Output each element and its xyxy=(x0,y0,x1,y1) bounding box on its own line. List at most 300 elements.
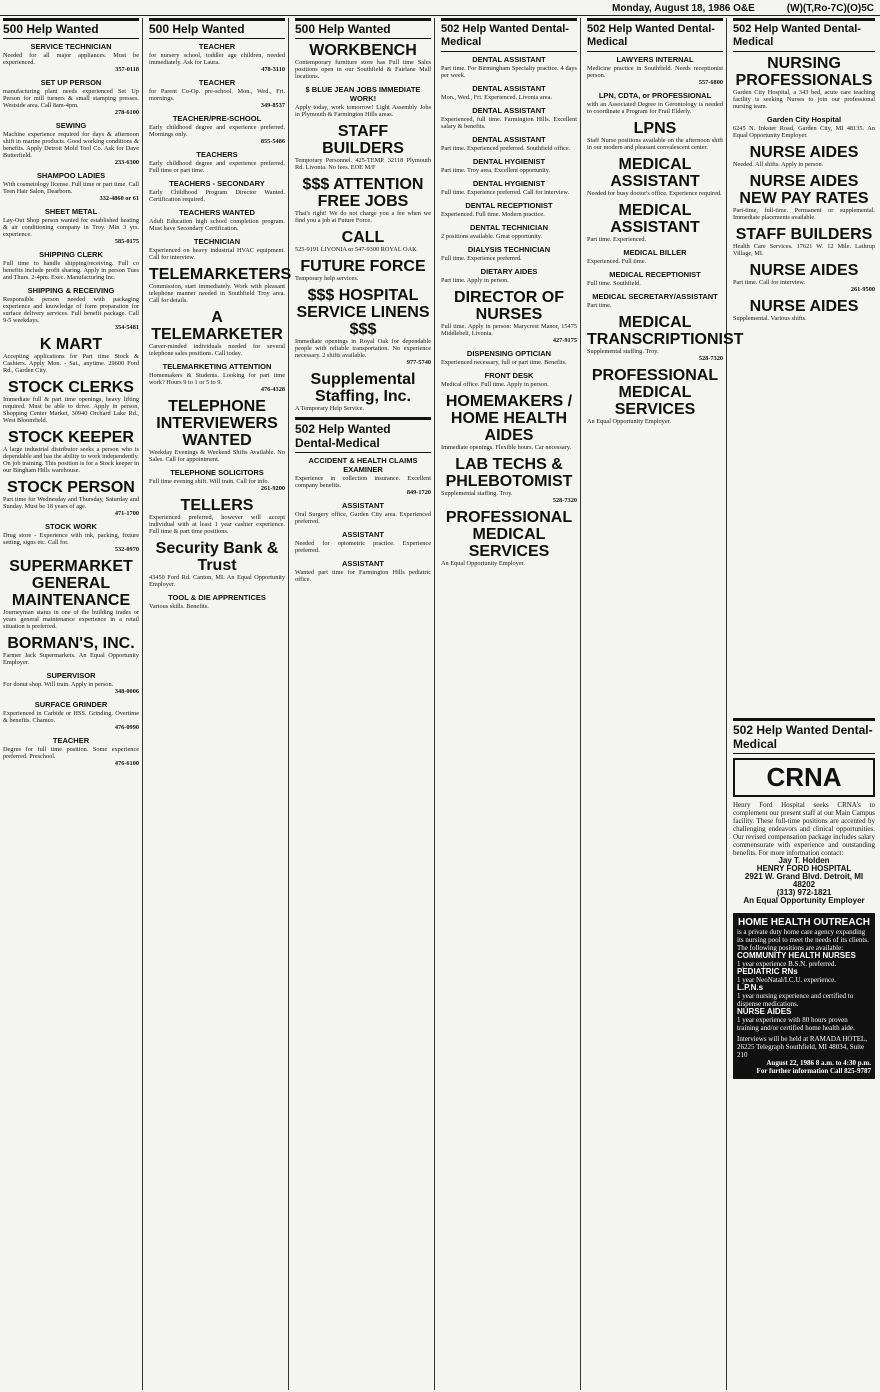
classified-ad xyxy=(3,700,139,731)
ad-body: Adult Education high school completion program. Must have Secondary Certification. xyxy=(149,218,285,232)
ad-list xyxy=(3,42,139,767)
classified-ad xyxy=(3,558,139,630)
ad-body: with an Associated Degree in Gerontology is needed to coordinate a Program for Frail Elderly. xyxy=(587,101,723,115)
ad-body: Part time. Experienced. xyxy=(587,236,647,243)
classified-ad xyxy=(441,223,577,240)
ad-title: LAB TECHS & PHLEBOTOMIST xyxy=(445,456,573,490)
classified-ad xyxy=(587,367,723,425)
ad-title: FUTURE FORCE xyxy=(300,258,426,275)
ad-title: K MART xyxy=(39,336,103,353)
ad-title: LPNS xyxy=(633,120,677,137)
classified-ad xyxy=(587,292,723,309)
ad-title: TEACHER xyxy=(198,42,236,51)
classified-ad xyxy=(149,150,285,174)
ad-body: Temporary help services. xyxy=(295,275,359,282)
ad-body: Career-minded individuals needed for several telephone sales positions. Call today. xyxy=(149,343,285,357)
ad-title: MEDICAL BILLER xyxy=(623,248,687,257)
hho-title: HOME HEALTH OUTREACH xyxy=(737,917,871,928)
ad-body: That's right! We do not charge you a fee when we find you a job at Future Force. xyxy=(295,210,431,224)
ad-body: Part time. Call for interview. xyxy=(733,279,805,286)
ad-body: Full time to handle shipping/receiving. Full co benefits include profit sharing. Apply in person Tues and Thurs. 2-4pm. Exec. Manufacturing Inc. xyxy=(3,260,139,281)
ad-body: for Parent Co-Op. pre-school. Mon., Wed., Fri. mornings. xyxy=(149,88,285,102)
ad-body: Immediate openings. Flexible hours. Car necessary. xyxy=(441,444,572,451)
ad-title: STOCK WORK xyxy=(45,522,97,531)
ad-body: 2 positions available. Great opportunity. xyxy=(441,233,543,240)
section-heading: 502 Help Wanted Dental-Medical xyxy=(733,718,875,754)
ad-body: Medical office. Full time. Apply in person. xyxy=(441,381,549,388)
ad-body: Full time evening shift. Will train. Call for info. xyxy=(149,478,270,485)
ad-body: With cosmetology license. Full time or part time. Call Teen Hair Salon, Dearborn. xyxy=(3,181,139,195)
column-2 xyxy=(146,18,292,1390)
ad-body: Full time. Experience preferred. Call for interview. xyxy=(441,189,570,196)
ad-title: TEACHERS - SECONDARY xyxy=(169,179,265,188)
classified-ad xyxy=(149,593,285,610)
ad-title: $ BLUE JEAN JOBS IMMEDIATE WORK! xyxy=(305,85,421,103)
home-health-outreach-ad xyxy=(733,913,875,1079)
ad-title: ACCIDENT & HEALTH CLAIMS EXAMINER xyxy=(308,456,418,474)
classified-ad xyxy=(149,78,285,109)
ad-body: Accepting applications for Part time Stock & Cashiers. Apply Mon. - Sat., anytime. 29600 Ford Rd., Garden City. xyxy=(3,353,139,374)
ad-title: LPN, CDTA, or PROFESSIONAL xyxy=(598,91,712,100)
ad-phone: 471-1700 xyxy=(114,510,139,517)
crna-body xyxy=(733,801,875,905)
classified-ad xyxy=(441,55,577,79)
classified-ad xyxy=(295,258,431,282)
ad-phone: 332-4860 or 61 xyxy=(99,195,139,202)
ad-phone: 357-0118 xyxy=(115,66,139,73)
classified-ad xyxy=(295,371,431,412)
ad-title: NURSE AIDES xyxy=(749,262,859,279)
ad-body: Staff Nurse positions available on the afternoon shift in our modern and pleasant convalescent center. xyxy=(587,137,723,151)
ad-body: Part time. For Birmingham Specialty practice. 4 days per week. xyxy=(441,65,577,79)
classified-ad xyxy=(733,226,875,257)
ad-phone: 278-6100 xyxy=(114,109,139,116)
ad-body: Temporary Personnel. 425-TEMP. 32118 Plymouth Rd. Livonia. No fees. EOE M/F xyxy=(295,157,431,171)
classified-ad xyxy=(295,85,431,118)
classified-ad xyxy=(733,262,875,293)
ad-title: TECHNICIAN xyxy=(193,237,241,246)
ad-body: Farmer Jack Supermarkets. An Equal Opportunity Employer. xyxy=(3,652,139,666)
ad-phone: 476-0990 xyxy=(114,724,139,731)
classified-ad xyxy=(3,336,139,374)
classified-ad xyxy=(295,229,431,253)
ad-body: Early Childhood Program Director Wanted. Certification required. xyxy=(149,189,285,203)
classified-ad xyxy=(295,559,431,583)
column-4 xyxy=(438,18,581,1390)
ad-body: Garden City Hospital, a 343 bed, acute care teaching facility is seeking Nurses to join our professional nursing team. xyxy=(733,89,875,110)
classified-ad xyxy=(149,266,292,304)
ad-title: LAWYERS INTERNAL xyxy=(616,55,694,64)
classified-ad xyxy=(149,114,285,145)
hho-line4b: 1 year experience with 80 hours proven training and/or certified home health aide. xyxy=(737,1016,855,1032)
classified-ad xyxy=(587,248,723,265)
ad-title: FRONT DESK xyxy=(484,371,534,380)
ad-title: DIETARY AIDES xyxy=(480,267,538,276)
ad-body: Journeyman status in one of the building trades or years general maintenance experience in a retail situation is preferred. xyxy=(3,609,139,630)
ad-list xyxy=(441,55,577,567)
section-heading: 500 Help Wanted xyxy=(3,18,139,39)
ad-list xyxy=(587,55,744,425)
classified-ad xyxy=(441,84,577,101)
classified-ad xyxy=(441,371,577,388)
hho-line3b: 1 year nursing experience and certified to dispense medications. xyxy=(737,992,854,1008)
ad-title: DISPENSING OPTICIAN xyxy=(466,349,552,358)
ad-body: Contemporary furniture store has Full time Sales positions open in our Southfield & Fairlane Mall locations. xyxy=(295,59,431,80)
section-heading: 502 Help Wanted Dental-Medical xyxy=(733,18,875,52)
section-heading: 502 Help Wanted Dental-Medical xyxy=(587,18,723,52)
classified-ad xyxy=(3,379,139,424)
hho-line4: NURSE AIDES xyxy=(737,1007,792,1016)
classified-ad xyxy=(295,501,431,525)
classified-ad xyxy=(149,540,285,588)
column-5 xyxy=(584,18,744,1390)
classified-ad xyxy=(3,207,139,245)
hho-line1b: 1 year experience B.S.N. preferred. xyxy=(737,960,837,968)
ad-title: CALL xyxy=(341,229,385,246)
ad-title: DIALYSIS TECHNICIAN xyxy=(467,245,551,254)
classified-ad xyxy=(149,179,285,203)
ad-body: 43450 Ford Rd. Canton, MI. An Equal Opportunity Employer. xyxy=(149,574,285,588)
ad-body: Needed for all major appliances. Must be experienced. xyxy=(3,52,139,66)
classified-ad xyxy=(149,237,285,261)
ad-title: DENTAL HYGIENIST xyxy=(472,179,546,188)
ad-title: TEACHER/PRE-SCHOOL xyxy=(172,114,262,123)
classified-ad xyxy=(3,429,139,474)
ad-title: NURSE AIDES xyxy=(749,144,859,161)
ad-body: Weekday Evenings & Weekend Shifts Available. No Sales. Call for appointment. xyxy=(149,449,285,463)
section-heading: 502 Help Wanted Dental-Medical xyxy=(441,18,577,52)
page-header xyxy=(0,0,880,16)
ad-phone: 261-9200 xyxy=(260,485,285,492)
ad-body: Drug store - Experience with ink, packing, fixture setting, signs etc. Call for. xyxy=(3,532,139,546)
ad-title: MEDICAL ASSISTANT xyxy=(610,202,700,236)
hho-line2b: 1 year NeoNatal/I.C.U. experience. xyxy=(737,976,836,984)
classified-ad xyxy=(441,201,577,218)
ad-title: SEWING xyxy=(55,121,87,130)
classified-ad xyxy=(149,362,285,393)
ad-body: Full time. Southfield. xyxy=(587,280,641,287)
ad-list xyxy=(149,42,292,610)
hho-callfor: For further information Call 825-9787 xyxy=(756,1067,871,1075)
ad-body: Machine experience required for days & afternoon shift in marine products. Good working conditions & benefits. Apply Detroit Mold Tool Co. Ask for Dave Butterfield. xyxy=(3,131,139,159)
classified-ad xyxy=(295,42,431,80)
section-subheading: 502 Help Wanted Dental-Medical xyxy=(295,417,431,453)
ad-list xyxy=(295,42,431,412)
ad-body: An Equal Opportunity Employer. xyxy=(587,418,671,425)
crna-text: Henry Ford Hospital seeks CRNA's to complement our present staff at our Main Campus facility. These full-time positions are accented by challenging endeavors and clinical opportunities. Our revised compensation package includes salary commensurate with experience and outstanding benefits. For more information contact: xyxy=(733,801,875,857)
ad-body: Experienced, full time. Farmington Hills. Excellent salary & benefits. xyxy=(441,116,577,130)
ad-body: An Equal Opportunity Employer. xyxy=(441,560,525,567)
ad-title: STOCK KEEPER xyxy=(8,429,134,446)
ad-body: Experienced on heavy industrial HVAC equipment. Call for interview. xyxy=(149,247,285,261)
classified-ad xyxy=(587,156,723,197)
ad-title: STAFF BUILDERS xyxy=(735,226,873,243)
classified-ad xyxy=(149,398,285,463)
ad-body: Full time. Experience preferred. xyxy=(441,255,522,262)
ad-phone: 532-0970 xyxy=(114,546,139,553)
ad-body: Commission, start immediately. Work with pleasant telephone manner needed in Southfield Troy area. Call for details. xyxy=(149,283,285,304)
ad-body: Experienced in Carbide or HSS. Grinding. Overtime & benefits. Chamco. xyxy=(3,710,139,724)
crna-address: 2921 W. Grand Blvd. Detroit, MI 48202 xyxy=(744,872,864,889)
classified-ad xyxy=(441,135,577,152)
ad-phone: 476-6100 xyxy=(114,760,139,767)
ad-title: SHEET METAL xyxy=(44,207,98,216)
classified-ad xyxy=(3,121,139,166)
ad-body: Health Care Services. 17621 W. 12 Mile. Lathrup Village, MI. xyxy=(733,243,875,257)
ad-title: MEDICAL TRANSCRIPTIONIST xyxy=(587,314,744,348)
ad-title: TEACHER xyxy=(52,736,90,745)
ad-phone: 348-0006 xyxy=(114,688,139,695)
classified-ad xyxy=(441,179,577,196)
ad-title: SHAMPOO LADIES xyxy=(36,171,106,180)
classified-ad xyxy=(441,245,577,262)
classified-ad xyxy=(587,314,744,362)
ad-phone: 855-5486 xyxy=(260,138,285,145)
crna-title: CRNA xyxy=(733,758,875,797)
ad-body: manufacturing plant needs experienced Set Up Person for mill turners & small stamping presses. Westside area. Call 8am-4pm. xyxy=(3,88,139,109)
crna-ad-block xyxy=(730,718,878,1390)
ad-title: DENTAL ASSISTANT xyxy=(472,55,546,64)
ad-body: Mon., Wed., Fri. Experienced. Livonia area. xyxy=(441,94,552,101)
classified-ad xyxy=(733,298,875,322)
classified-ad xyxy=(441,349,577,366)
ad-title: SERVICE TECHNICIAN xyxy=(30,42,112,51)
classified-ad xyxy=(149,208,285,232)
ad-body: Experienced preferred, however will accept individual with at least 1 year cashier experience. Full time & part time positions. xyxy=(149,514,285,535)
classified-ad xyxy=(587,91,723,115)
ad-body: Immediate openings in Royal Oak for dependable people with reliable transportation. No experience necessary. 2 shifts available. xyxy=(295,338,431,359)
ad-body: Part time. Troy area. Excellent opportunity. xyxy=(441,167,551,174)
ad-title: ASSISTANT xyxy=(342,501,384,510)
ad-title: PROFESSIONAL MEDICAL SERVICES xyxy=(445,509,573,560)
ad-title: HOMEMAKERS / HOME HEALTH AIDES xyxy=(445,393,573,444)
column-3 xyxy=(292,18,435,1390)
ad-body: Part time for Wednesday and Thursday, Saturday and Sunday. Must be 18 years of age. xyxy=(3,496,139,510)
hho-line3: L.P.N.s xyxy=(737,983,764,992)
ad-body: Wanted part time for Farmington Hills pediatric office. xyxy=(295,569,431,583)
classified-ad xyxy=(733,55,875,110)
ad-phone: 557-6800 xyxy=(698,79,723,86)
ad-title: DENTAL HYGIENIST xyxy=(472,157,546,166)
classified-ad xyxy=(295,456,431,496)
ad-body: Early childhood degree and experience preferred. Full time or part time. xyxy=(149,160,285,174)
ad-body: A Temporary Help Service. xyxy=(295,405,365,412)
ad-title: $$$ HOSPITAL SERVICE LINENS $$$ xyxy=(296,287,430,338)
ad-title: Garden City Hospital xyxy=(766,115,842,124)
hho-line5: Interviews will be held at RAMADA HOTEL, 26225 Telegraph Southfield, MI 48034, Suite 210 xyxy=(737,1035,868,1059)
ad-list xyxy=(295,456,431,583)
hho-line2: PEDIATRIC RNs xyxy=(737,967,798,976)
classified-ad xyxy=(733,115,875,139)
ad-title: Security Bank & Trust xyxy=(155,540,279,574)
ad-title: NURSE AIDES NEW PAY RATES xyxy=(739,173,869,207)
ad-title: DENTAL TECHNICIAN xyxy=(469,223,549,232)
ad-phone: 354-5481 xyxy=(114,324,139,331)
ad-title: $$$ ATTENTION FREE JOBS xyxy=(302,176,424,210)
classified-ad xyxy=(149,468,285,492)
column-6 xyxy=(730,18,878,718)
classified-ad xyxy=(3,78,139,116)
ad-list xyxy=(733,55,875,322)
ad-title: BORMAN'S, INC. xyxy=(7,635,135,652)
classified-ad xyxy=(441,509,577,567)
ad-body: Part time. xyxy=(587,302,612,309)
ad-title: TEACHERS WANTED xyxy=(179,208,255,217)
page-code: (W)(T,Ro-7C)(O)5C xyxy=(786,3,874,14)
ad-body: Full time. Apply in person: Marycrest Manor, 15475 Middlebelt, Livonia. xyxy=(441,323,577,337)
ad-body: Homemakers & Students. Looking for part time work? Hours 9 to 1 or 5 to 9. xyxy=(149,372,285,386)
ad-phone: 977-5740 xyxy=(406,359,431,366)
classified-ad xyxy=(3,286,139,331)
ad-phone: 478-3110 xyxy=(261,66,285,73)
ad-title: STAFF BUILDERS xyxy=(322,123,404,157)
ad-phone: 261-9500 xyxy=(850,286,875,293)
ad-phone: 427-9175 xyxy=(552,337,577,344)
ad-body: Lay-Out Shop person wanted for established heating & air conditioning company in Troy. Min 3 yrs. experience. xyxy=(3,217,139,238)
crna-contact: Jay T. Holden xyxy=(778,856,830,865)
ad-body: Oral Surgery office, Garden City area. Experienced preferred. xyxy=(295,511,431,525)
hho-intro: is a private duty home care agency expanding its nursing pool to meet the needs of its clients. The following positions are available: xyxy=(737,928,869,952)
ad-body: Medicine practice in Southfield. Needs receptionist person. xyxy=(587,65,723,79)
classified-ad xyxy=(587,120,723,151)
page-date: Monday, August 18, 1986 O&E xyxy=(612,3,755,14)
ad-title: MEDICAL RECEPTIONIST xyxy=(609,270,701,279)
classified-ad xyxy=(441,267,577,284)
classified-ad xyxy=(441,289,577,344)
ad-title: TELEPHONE INTERVIEWERS WANTED xyxy=(156,398,278,449)
ad-body: Needed for optometric practice. Experience preferred. xyxy=(295,540,431,554)
ad-title: TEACHERS xyxy=(196,150,238,159)
hho-dates: August 22, 1986 8 a.m. to 4:30 p.m. xyxy=(766,1059,871,1067)
classified-ad xyxy=(3,522,139,553)
classified-ad xyxy=(587,202,723,243)
classified-ad xyxy=(3,42,139,73)
ad-body: 6245 N. Inkster Road, Garden City, MI 48135. An Equal Opportunity Employer. xyxy=(733,125,875,139)
ad-title: TELLERS xyxy=(180,497,254,514)
ad-phone: 528-7320 xyxy=(552,497,577,504)
ad-body: Supplemental staffing. Troy. xyxy=(441,490,513,497)
ad-phone: 349-8537 xyxy=(260,102,285,109)
ad-body: A large industrial distributor seeks a person who is dependable and has the ability to work independently. On job training. This position is for a Stock keeper in our Bingham Hills warehouse. xyxy=(3,446,139,474)
ad-phone: 849-1720 xyxy=(406,489,431,496)
classified-ad xyxy=(3,479,139,517)
ad-phone: 233-6300 xyxy=(114,159,139,166)
section-heading: 500 Help Wanted xyxy=(295,18,431,39)
crna-eoe: An Equal Opportunity Employer xyxy=(743,896,865,905)
ad-body: Part time. Apply in person. xyxy=(441,277,509,284)
classified-ad xyxy=(441,157,577,174)
section-heading: 500 Help Wanted xyxy=(149,18,285,39)
ad-title: ASSISTANT xyxy=(342,559,384,568)
ad-title: TELEMARKETING ATTENTION xyxy=(162,362,272,371)
classified-ad xyxy=(295,287,431,366)
classified-ad xyxy=(295,123,431,171)
ad-body: Apply today, work tomorrow! Light Assembly Jobs in Plymouth & Farmington Hills areas. xyxy=(295,104,431,118)
classified-ad xyxy=(3,171,139,202)
classified-ad xyxy=(587,270,723,287)
ad-title: SUPERVISOR xyxy=(46,671,96,680)
column-1 xyxy=(0,18,143,1390)
ad-title: A TELEMARKETER xyxy=(151,309,283,343)
classified-ad xyxy=(295,176,431,224)
classified-ad xyxy=(733,144,875,168)
ad-title: DENTAL RECEPTIONIST xyxy=(465,201,553,210)
ad-body: Experienced necessary, full or part time. Benefits. xyxy=(441,359,567,366)
ad-title: PROFESSIONAL MEDICAL SERVICES xyxy=(591,367,719,418)
ad-body: Early childhood degree and experience preferred. Mornings only. xyxy=(149,124,285,138)
ad-title: TELEMARKETERS xyxy=(149,266,292,283)
ad-title: SHIPPING & RECEIVING xyxy=(27,286,115,295)
ad-title: STOCK PERSON xyxy=(7,479,135,496)
ad-title: Supplemental Staffing, Inc. xyxy=(310,371,416,405)
classified-ad xyxy=(3,250,139,281)
ad-body: Degree for full time position. Some experience preferred. Preschool. xyxy=(3,746,139,760)
ad-title: TELEPHONE SOLICITORS xyxy=(170,468,264,477)
ad-title: SHIPPING CLERK xyxy=(39,250,103,259)
ad-body: Supplemental. Various shifts. xyxy=(733,315,807,322)
classified-ad xyxy=(3,635,139,666)
ad-title: MEDICAL ASSISTANT xyxy=(610,156,700,190)
ad-body: Part-time, full-time. Permanent or supplemental. Immediate placements available. xyxy=(733,207,875,221)
ad-title: ASSISTANT xyxy=(342,530,384,539)
classified-ad xyxy=(441,393,577,451)
ad-body: Immediate full & part time openings, heavy lifting required. Must be able to drive. Apply in person, Shopping Center Market, 30940 Orchard Lake Rd., West Bloomfield. xyxy=(3,396,139,424)
ad-body: Needed for busy doctor's office. Experience required. xyxy=(587,190,722,197)
ad-phone: 585-0175 xyxy=(114,238,139,245)
classified-ad xyxy=(149,309,285,357)
ad-body: Part time. Experienced preferred. Southfield office. xyxy=(441,145,571,152)
ad-title: TOOL & DIE APPRENTICES xyxy=(168,593,266,602)
classified-ad xyxy=(733,173,875,221)
classified-ad xyxy=(587,55,723,86)
classified-ad xyxy=(149,497,285,535)
crna-org: HENRY FORD HOSPITAL xyxy=(756,864,852,873)
ad-title: MEDICAL SECRETARY/ASSISTANT xyxy=(592,292,718,301)
classified-ad xyxy=(3,736,139,767)
ad-title: NURSE AIDES xyxy=(749,298,859,315)
ad-title: DENTAL ASSISTANT xyxy=(472,106,546,115)
ad-body: Experience in collection insurance. Excellent company benefits. xyxy=(295,475,431,489)
ad-body: Experienced. Full time. Modern practice. xyxy=(441,211,545,218)
ad-body: 525-9191 LIVONIA or 547-9300 ROYAL OAK xyxy=(295,246,417,253)
ad-phone: 476-4328 xyxy=(260,386,285,393)
classified-ad xyxy=(441,456,577,504)
ad-body: For donut shop. Will train. Apply in person. xyxy=(3,681,114,688)
ad-title: DENTAL ASSISTANT xyxy=(472,135,546,144)
ad-title: TEACHER xyxy=(198,78,236,87)
ad-phone: 528-7320 xyxy=(698,355,723,362)
hho-line1: COMMUNITY HEALTH NURSES xyxy=(737,951,856,960)
classified-ad xyxy=(295,530,431,554)
ad-body: for nursery school, toddler age children, needed immediately. Ask for Laura. xyxy=(149,52,285,66)
ad-title: WORKBENCH xyxy=(309,42,417,59)
ad-title: STOCK CLERKS xyxy=(8,379,134,396)
ad-title: DENTAL ASSISTANT xyxy=(472,84,546,93)
ad-title: NURSING PROFESSIONALS xyxy=(735,55,873,89)
ad-body: Experienced. Full time. xyxy=(587,258,647,265)
ad-body: Responsible person needed with packaging experience and knowledge of form preparation for surface delivery services. Full benefit package. Call 9-5 weekdays. xyxy=(3,296,139,324)
ad-body: Needed. All shifts. Apply in person. xyxy=(733,161,824,168)
ad-title: SURFACE GRINDER xyxy=(34,700,108,709)
classified-ad xyxy=(441,106,577,130)
ad-title: SUPERMARKET GENERAL MAINTENANCE xyxy=(9,558,133,609)
ad-title: SET UP PERSON xyxy=(40,78,102,87)
ad-title: DIRECTOR OF NURSES xyxy=(454,289,564,323)
crna-phone: (313) 972-1821 xyxy=(776,888,832,897)
classified-ad xyxy=(149,42,285,73)
classified-ad xyxy=(3,671,139,695)
ad-body: Various skills. Benefits. xyxy=(149,603,209,610)
